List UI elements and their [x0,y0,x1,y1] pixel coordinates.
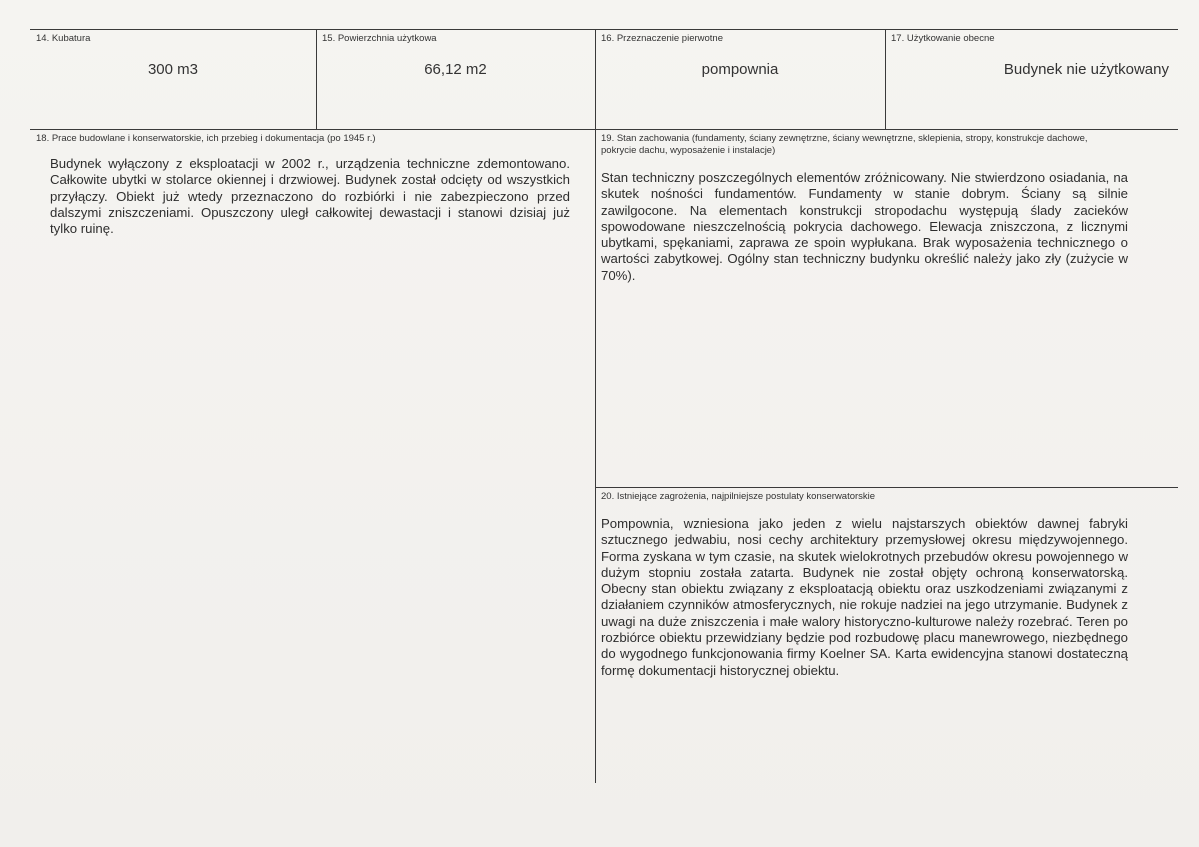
field-15-label: 15. Powierzchnia użytkowa [322,33,437,44]
field-18-label: 18. Prace budowlane i konserwatorskie, ich przebieg i dokumentacja (po 1945 r.) [36,133,376,144]
divider-16-17 [885,29,886,129]
field-19-label: 19. Stan zachowania (fundamenty, ściany zewnętrzne, ściany wewnętrzne, sklepienia, stropy, konstrukcje dachowe, pokrycie dachu, wyposażenie i instalacje) [601,133,1088,156]
field-18-text: Budynek wyłączony z eksploatacji w 2002 r., urządzenia techniczne zdemontowano. Całkowite ubytki w stolarce okiennej i drzwiowej. Budynek został odcięty od wszystkich przyłączy. Obiekt już wtedy przeznaczono do rozbiórki i nie zabezpieczono przed dalszymi zniszczeniami. Opuszczony uległ całkowitej dewastacji i stanowi dzisiaj już tylko ruinę. [50,156,570,237]
section20-top-border [595,487,1178,488]
divider-14-15 [316,29,317,129]
top-border [30,29,1178,30]
field-14-label: 14. Kubatura [36,33,91,44]
field-16-label: 16. Przeznaczenie pierwotne [601,33,723,44]
field-16-value: pompownia [701,61,779,78]
field-19-text: Stan techniczny poszczególnych elementów zróżnicowany. Nie stwierdzono osiadania, na skutek nośności fundamentów. Fundamenty w stanie dobrym. Ściany są silnie zawilgocone. Na elementach konstrukcji stropodachu występują ślady zacieków spowodowane nieszczelnością pokrycia dachowego. Elewacja zniszczona, z licznymi ubytkami, spękaniami, zaprawa ze spoin wypłukana. Brak wyposażenia technicznego o wartości zabytkowej. Ogólny stan techniczny budynku określić należy jako zły (zużycie w 70%). [601,170,1128,283]
field-15-value: 66,12 m2 [424,61,487,78]
divider-15-16 [595,29,596,783]
field-14-value: 300 m3 [147,61,199,78]
field-20-text: Pompownia, wzniesiona jako jeden z wielu najstarszych obiektów dawnej fabryki sztucznego jedwabiu, nosi cechy architektury przemysłowej okresu międzywojennego. Forma zyskana w tym czasie, na skutek wielokrotnych przebudów okresu powojennego w dużym stopniu została zatarta. Budynek nie został objęty ochroną konserwatorską. Obecny stan obiektu związany z eksploatacją obiektu oraz uszkodzeniami związanymi z działaniem czynników atmosferycznych, nie rokuje nadziei na jego utrzymanie. Budynek z uwagi na duże zniszczenia i małe walory historyczno-kulturowe należy rozebrać. Teren po rozbiórce obiektu przewidziany będzie pod rozbudowę placu manewrowego, niezbędnego do wygodnego funkcjonowania firmy Koelner SA. Karta ewidencyjna stanowi dostateczną formę dokumentacji historycznej obiektu. [601,516,1128,678]
field-17-value: Budynek nie użytkowany [1003,61,1169,78]
row1-bottom-border [30,129,1178,130]
field-20-label: 20. Istniejące zagrożenia, najpilniejsze postulaty konserwatorskie [601,491,876,502]
field-17-label: 17. Użytkowanie obecne [891,33,995,44]
